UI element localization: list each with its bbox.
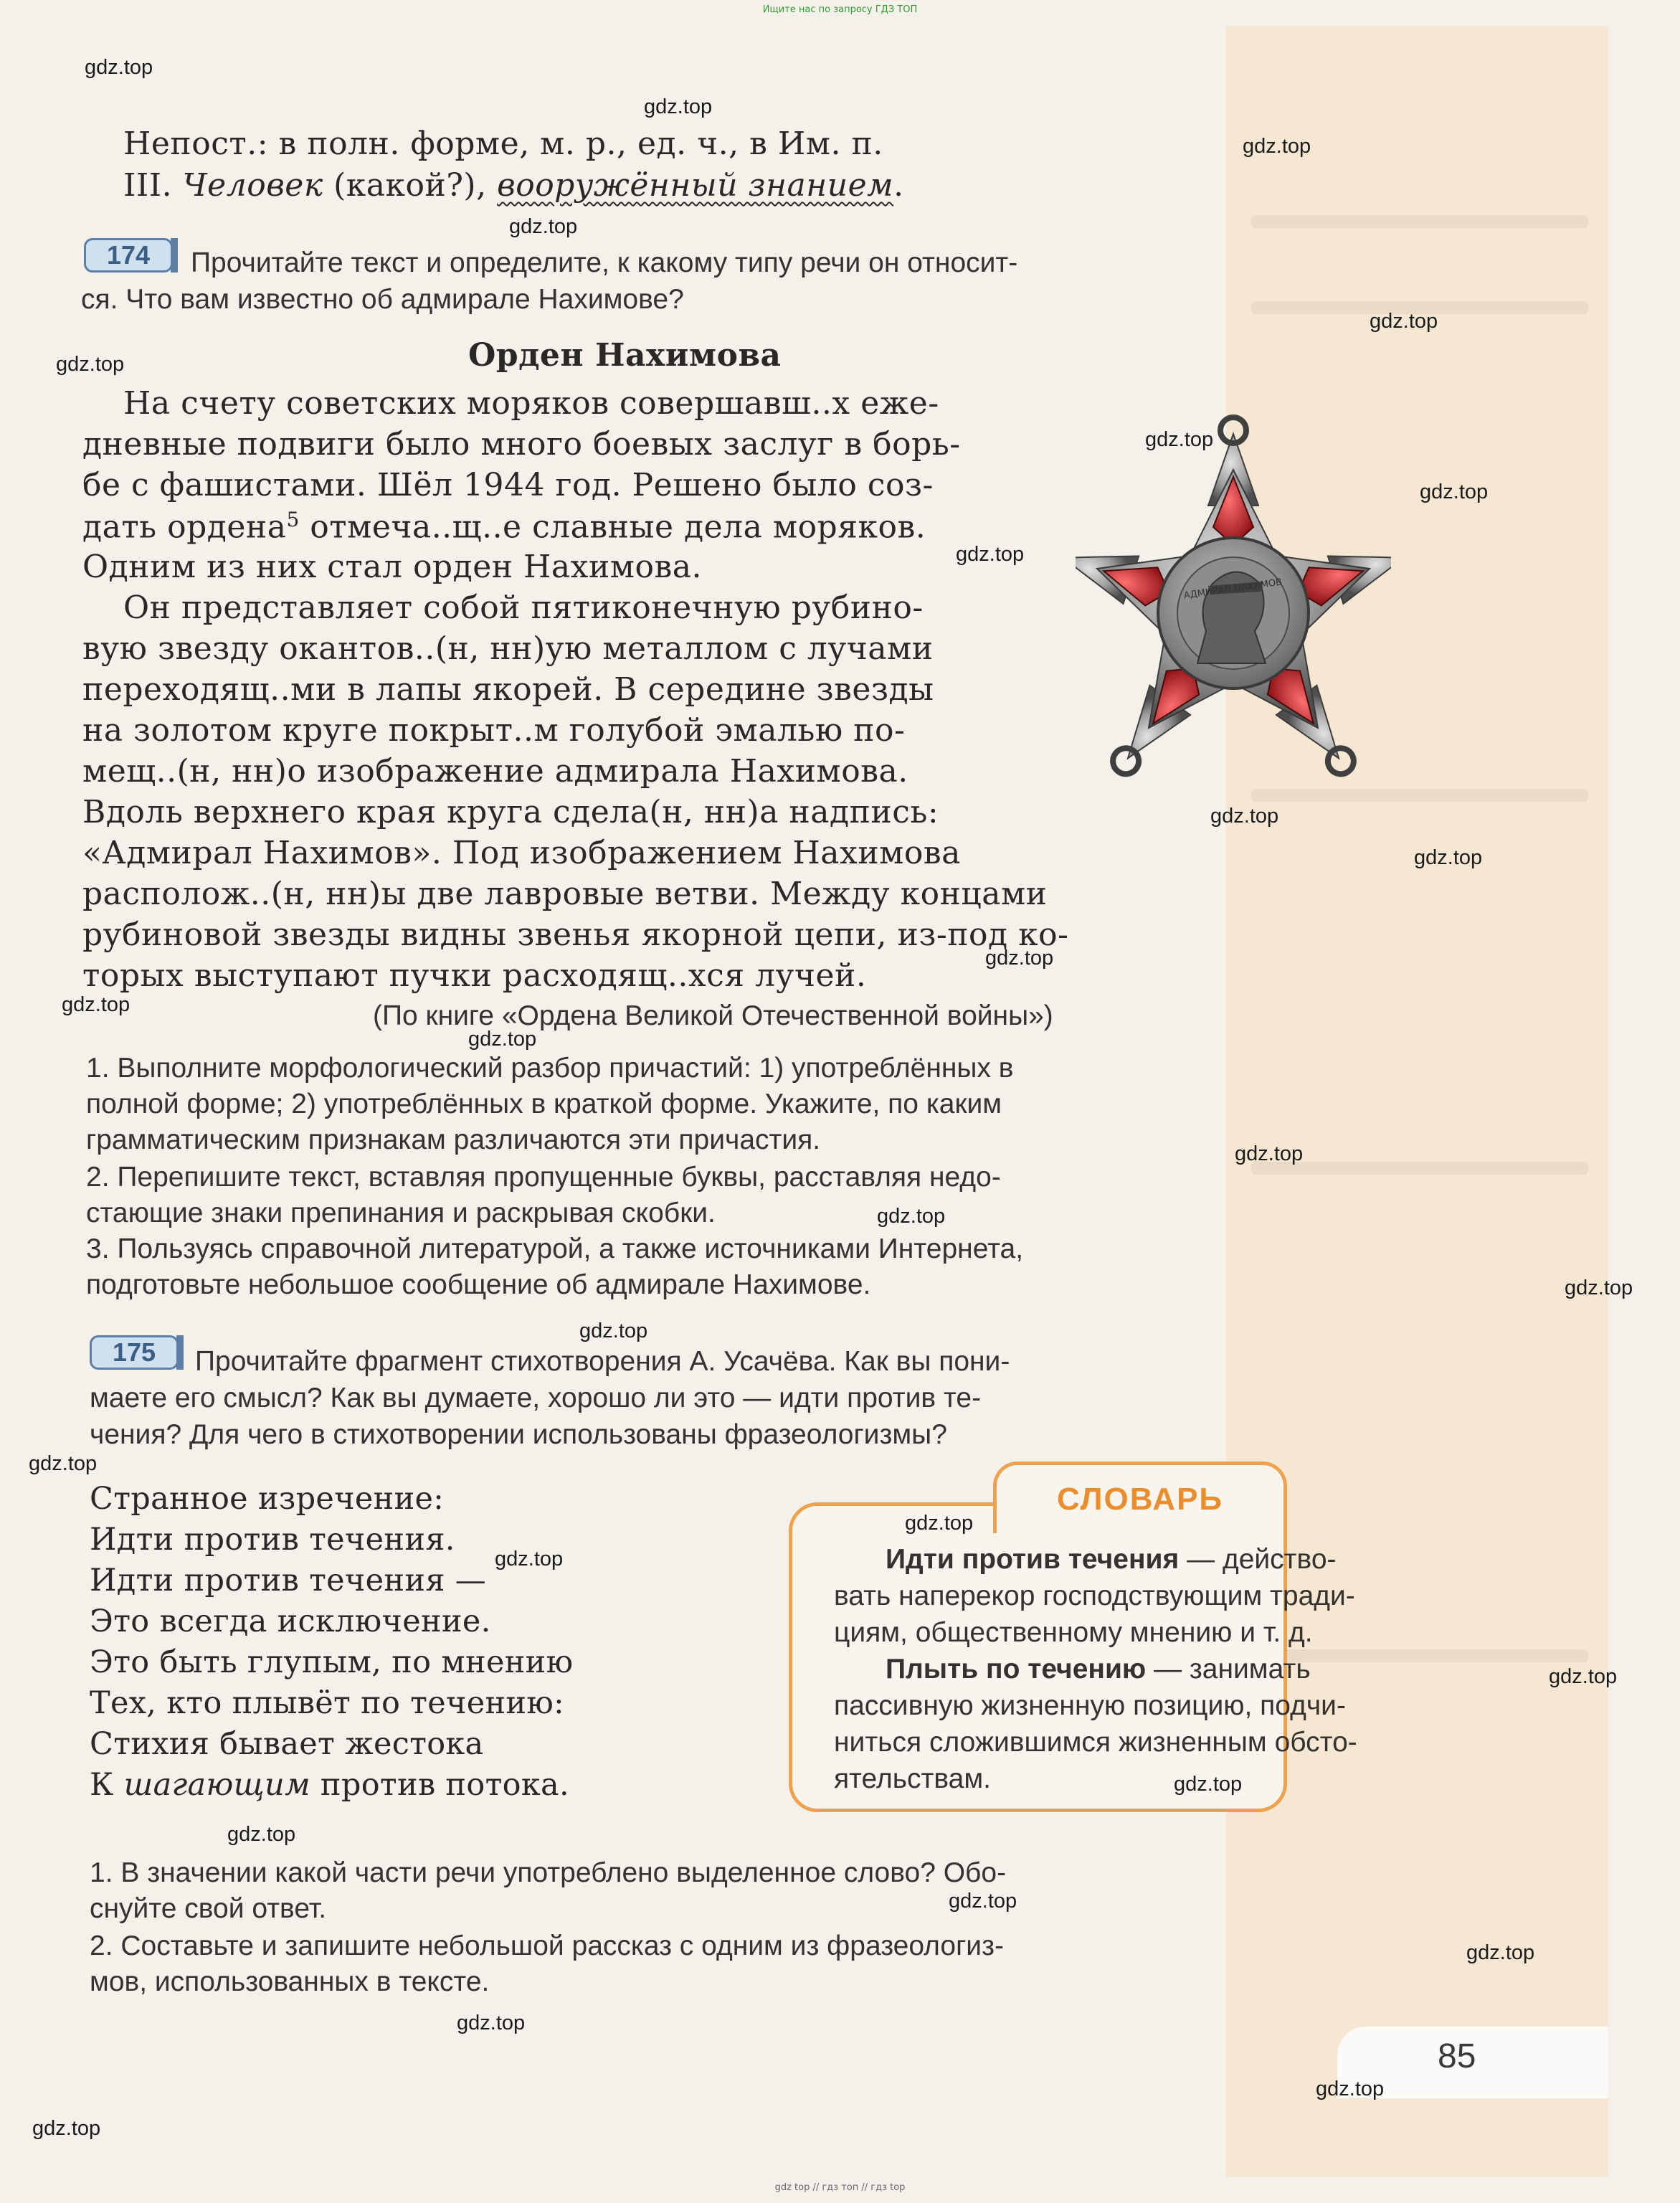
ex175-question-line: снуйте свой ответ. <box>90 1893 327 1924</box>
exercise-175-badge: 175 <box>90 1335 179 1370</box>
poem-line: Это быть глупым, по мнению <box>90 1644 574 1680</box>
dictionary-definition-line: ятельствам. <box>834 1763 991 1794</box>
watermark: gdz.top <box>509 215 578 238</box>
watermark: gdz.top <box>877 1205 946 1228</box>
watermark: gdz.top <box>1565 1276 1633 1299</box>
watermark: gdz.top <box>227 1823 296 1846</box>
top-banner[interactable]: Ищите нас по запросу ГДЗ ТОП <box>762 4 918 15</box>
ex174-text-line: торых выступают пучки расходящ..хся лучей. <box>82 957 867 994</box>
ex174-question-line: подготовьте небольшое сообщение об адмирале Нахимове. <box>86 1269 871 1300</box>
watermark: gdz.top <box>1549 1665 1618 1688</box>
intro-period: . <box>893 167 904 204</box>
poem-line: Это всегда исключение. <box>90 1603 491 1639</box>
watermark: gdz.top <box>1243 135 1311 158</box>
ex174-question-line: 2. Перепишите текст, вставляя пропущенные буквы, расставляя недо- <box>86 1162 1001 1193</box>
ex174-question-line: 3. Пользуясь справочной литературой, а также источниками Интернета, <box>86 1233 1024 1264</box>
ex174-text-title: Орден Нахимова <box>468 337 782 374</box>
dictionary-definition-line: вать наперекор господствующим тради- <box>834 1581 1355 1611</box>
dictionary-title: СЛОВАРЬ <box>1056 1482 1224 1517</box>
dictionary-term: Плыть по течению <box>886 1654 1147 1685</box>
watermark: gdz.top <box>1174 1773 1243 1796</box>
watermark: gdz.top <box>1210 805 1279 828</box>
poem-line: Стихия бывает жестока <box>90 1726 484 1762</box>
ex174-text-line: Вдоль верхнего края круга сдела(н, нн)а надпись: <box>82 794 939 830</box>
ex174-text-line: переходящ..ми в лапы якорей. В середине звезды <box>82 671 934 708</box>
watermark: gdz.top <box>85 56 153 79</box>
ex175-task-line: чения? Для чего в стихотворении использованы фразеологизмы? <box>90 1419 947 1450</box>
dictionary-definition-line: циям, общественному мнению и т. д. <box>834 1617 1313 1648</box>
ex174-text-line: «Адмирал Нахимов». Под изображением Нахимова <box>82 835 961 871</box>
ex174-text-fragment: отмеча..щ..е славные дела моряков. <box>310 508 926 546</box>
watermark: gdz.top <box>32 2117 101 2140</box>
watermark: gdz.top <box>62 993 130 1016</box>
watermark: gdz.top <box>457 2012 526 2034</box>
poem-last-suffix: против потока. <box>320 1767 569 1803</box>
intro-line-2 <box>123 167 904 204</box>
bottom-banner[interactable]: gdz top // гдз топ // гдз top <box>774 2182 906 2193</box>
intro-question: (какой?), <box>333 167 487 204</box>
intro-participial-phrase: вооружённый знанием <box>497 167 894 204</box>
ex175-question-line: 1. В значении какой части речи употреблено выделенное слово? Обо- <box>90 1857 1007 1888</box>
dictionary-term: Идти против течения <box>886 1544 1180 1575</box>
ex174-text-line: на золотом круге покрыт..м голубой эмалью по- <box>82 712 906 749</box>
ex174-text-fragment: дать ордена <box>82 508 287 546</box>
ex174-text-line: дневные подвиги было много боевых заслуг в борь- <box>82 426 961 463</box>
watermark: gdz.top <box>905 1512 974 1535</box>
watermark: gdz.top <box>1235 1142 1304 1165</box>
dictionary-definition: — занимать <box>1154 1654 1311 1685</box>
ex174-text-line: вую звезду окантов..(н, нн)ую металлом с лучами <box>82 630 934 667</box>
poem-line: Странное изречение: <box>90 1481 445 1517</box>
poem-line <box>90 1767 569 1803</box>
ex174-question-line: грамматическим признакам различаются эти причастия. <box>86 1124 821 1155</box>
poem-last-prefix: К <box>90 1767 114 1803</box>
ex174-text-line: Одним из них стал орден Нахимова. <box>82 549 702 585</box>
dictionary-definition-line: ниться сложившимся жизненным обсто- <box>834 1727 1357 1758</box>
watermark: gdz.top <box>956 543 1025 566</box>
watermark: gdz.top <box>56 353 125 376</box>
dictionary-entry-1 <box>886 1544 1337 1576</box>
footnote-marker: 5 <box>286 508 300 531</box>
ex175-question-line: мов, использованных в тексте. <box>90 1966 490 1997</box>
medal-inscription-text: АДМИРАЛ НАХИМОВ <box>1182 577 1283 602</box>
intro-noun: Человек <box>182 167 323 204</box>
watermark: gdz.top <box>495 1548 564 1570</box>
ex174-text-line: располож..(н, нн)ы две лавровые ветви. Между концами <box>82 876 1048 912</box>
watermark: gdz.top <box>1370 310 1438 333</box>
watermark: gdz.top <box>468 1028 537 1051</box>
ex174-source: (По книге «Ордена Великой Отечественной войны») <box>373 1000 1053 1031</box>
watermark: gdz.top <box>985 947 1054 970</box>
watermark: gdz.top <box>1466 1941 1535 1964</box>
poem-highlighted-word: шагающим <box>123 1767 310 1803</box>
ex175-task-line: маете его смысл? Как вы думаете, хорошо ли это — идти против те- <box>90 1383 982 1413</box>
margin-strip <box>1226 26 1608 2177</box>
exercise-174-badge: 174 <box>84 238 173 273</box>
ex174-text-line <box>82 508 926 546</box>
ex174-text-line: Он представляет собой пятиконечную рубино- <box>123 589 924 626</box>
watermark: gdz.top <box>1420 480 1489 503</box>
intro-line-1: Непост.: в полн. форме, м. р., ед. ч., в Им. п. <box>123 125 883 162</box>
watermark: gdz.top <box>29 1452 98 1475</box>
ex175-task-line: Прочитайте фрагмент стихотворения А. Усачёва. Как вы пони- <box>195 1346 1010 1377</box>
watermark: gdz.top <box>1145 428 1214 451</box>
watermark: gdz.top <box>579 1320 648 1342</box>
ex174-task-line: Прочитайте текст и определите, к какому типу речи он относит- <box>191 247 1018 278</box>
ex174-question-line: стающие знаки препинания и раскрывая скобки. <box>86 1198 716 1228</box>
page-number: 85 <box>1438 2037 1476 2075</box>
watermark: gdz.top <box>1316 2078 1385 2100</box>
dictionary-definition: — действо- <box>1187 1544 1337 1575</box>
watermark: gdz.top <box>644 95 713 118</box>
ex174-text-line: бе с фашистами. Шёл 1944 год. Решено было соз- <box>82 467 934 503</box>
ex174-text-line: мещ..(н, нн)о изображение адмирала Нахимова. <box>82 753 908 790</box>
intro-roman-numeral: III. <box>123 167 173 204</box>
medal-inscription <box>1165 506 1301 613</box>
ex174-question-line: 1. Выполните морфологический разбор причастий: 1) употреблённых в <box>86 1053 1014 1084</box>
ex174-text-line: рубиновой звезды видны звенья якорной цепи, из-под ко- <box>82 916 1069 953</box>
poem-line: Тех, кто плывёт по течению: <box>90 1685 564 1721</box>
margin-bleed-through <box>1251 215 1588 228</box>
ex174-question-line: полной форме; 2) употреблённых в краткой форме. Укажите, по каким <box>86 1089 1002 1119</box>
ex175-question-line: 2. Составьте и запишите небольшой рассказ с одним из фразеологиз- <box>90 1930 1004 1961</box>
watermark: gdz.top <box>1414 846 1483 869</box>
ex174-task-line: ся. Что вам известно об адмирале Нахимове? <box>81 284 684 315</box>
poem-line: Идти против течения. <box>90 1522 455 1558</box>
dictionary-entry-2 <box>886 1654 1311 1685</box>
watermark: gdz.top <box>949 1890 1017 1913</box>
dictionary-definition-line: пассивную жизненную позицию, подчи- <box>834 1690 1346 1721</box>
poem-line: Идти против течения — <box>90 1563 487 1598</box>
ex174-text-line: На счету советских моряков совершавш..х еже- <box>123 385 939 422</box>
